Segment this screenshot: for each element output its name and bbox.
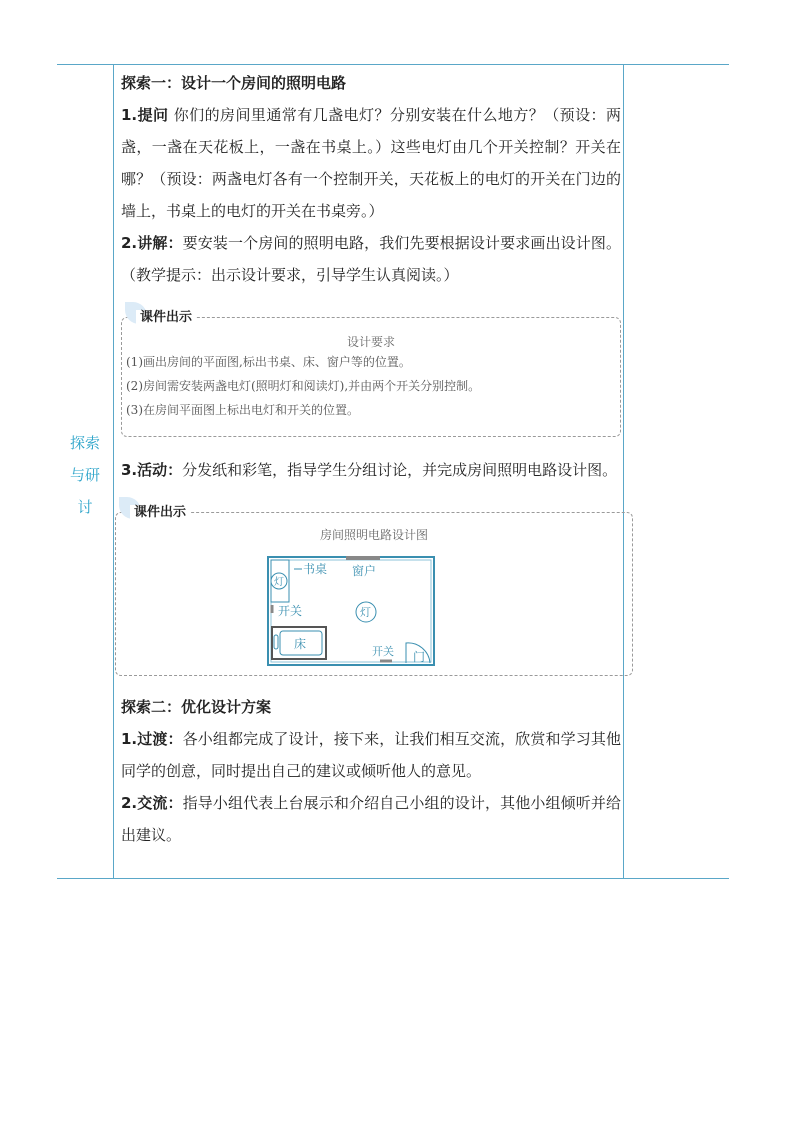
door-label: 门 <box>413 650 426 664</box>
explore2-item1 <box>121 723 621 787</box>
row-label <box>57 427 113 523</box>
box-title: 课件出示 <box>136 310 196 326</box>
explore1-item1 <box>121 99 621 227</box>
row-label-line: 讨 <box>77 498 93 516</box>
row-label-line: 探索 <box>69 434 100 452</box>
courseware-box-requirements <box>121 310 621 437</box>
column-divider <box>623 65 624 878</box>
lesson-table <box>57 64 729 879</box>
item-label: 2.交流： <box>121 794 183 812</box>
column-divider <box>113 65 114 878</box>
requirement-item: (1)画出房间的平面图,标出书桌、床、窗户等的位置。 <box>126 355 411 369</box>
item-label: 3.活动： <box>121 461 183 479</box>
explore1-heading: 探索一：设计一个房间的照明电路 <box>121 74 347 92</box>
lamp2-label: 灯 <box>360 606 371 619</box>
explore1-item3 <box>121 454 621 486</box>
courseware-box-plan <box>115 505 633 676</box>
pillow-shape <box>274 635 278 649</box>
desk-label: 书桌 <box>303 562 328 576</box>
item-text: 要安装一个房间的照明电路，我们先要根据设计要求画出设计图。（教学提示：出示设计要求，引导学生认真阅读。） <box>121 234 621 284</box>
item-label: 1.提问 <box>121 106 169 124</box>
item-text: 分发纸和彩笔，指导学生分组讨论，并完成房间照明电路设计图。 <box>182 461 618 479</box>
item-label: 1.过渡： <box>121 730 183 748</box>
plan-heading: 房间照明电路设计图 <box>319 528 428 542</box>
window-label: 窗户 <box>352 564 377 578</box>
box-title: 课件出示 <box>130 505 190 521</box>
explore1-item2 <box>121 227 621 291</box>
explore2-heading: 探索二：优化设计方案 <box>121 698 272 716</box>
explore2-item2 <box>121 787 621 851</box>
requirements-heading: 设计要求 <box>346 335 395 349</box>
item-text: 各小组都完成了设计，接下来，让我们相互交流，欣赏和学习其他同学的创意，同时提出自己的建议或倾听他人的意见。 <box>121 730 621 780</box>
bed-label: 床 <box>294 637 307 651</box>
lesson-content <box>121 65 621 851</box>
lamp1-label: 灯 <box>274 577 284 588</box>
switch1-label: 开关 <box>278 604 303 618</box>
switch2-label: 开关 <box>372 645 394 658</box>
item-text: 指导小组代表上台展示和介绍自己小组的设计，其他小组倾听并给出建议。 <box>121 794 621 844</box>
item-text: 你们的房间里通常有几盏电灯？分别安装在什么地方？（预设：两盏，一盏在天花板上，一盏在书桌上。）这些电灯由几个开关控制？开关在哪？（预设：两盏电灯各有一个控制开关，天花板上的电灯的开关在门边的墙上，书桌上的电灯的开关在书桌旁。） <box>121 106 621 220</box>
requirement-item: (2)房间需安装两盏电灯(照明灯和阅读灯),并由两个开关分别控制。 <box>126 379 481 393</box>
requirement-item: (3)在房间平面图上标出电灯和开关的位置。 <box>126 403 359 417</box>
item-label: 2.讲解： <box>121 234 183 252</box>
row-label-line: 与研 <box>69 466 100 484</box>
room-plan-diagram <box>266 555 446 667</box>
